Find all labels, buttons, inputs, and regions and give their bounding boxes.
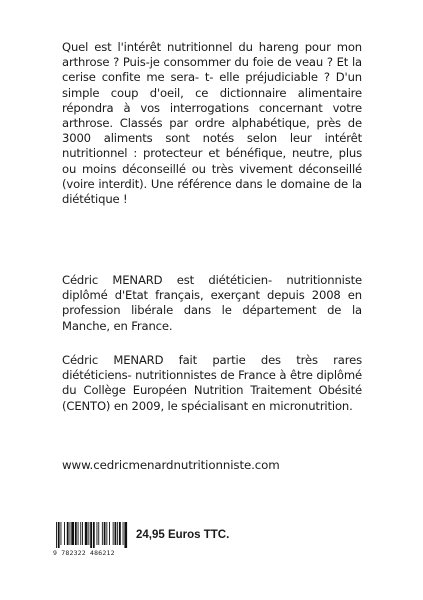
barcode-bar bbox=[67, 522, 69, 545]
barcode-bar bbox=[117, 522, 118, 545]
barcode-bar bbox=[61, 522, 62, 545]
price-label: 24,95 Euros TTC. bbox=[136, 529, 230, 541]
barcode-bar bbox=[71, 522, 74, 545]
book-description: Quel est l'intérêt nutritionnel du hareng pour mon arthrose ? Puis-je consommer du foie de veau ? Et la cerise confite me sera- t- elle préjudiciable ? D'un simple coup d'oeil, ce dictionnaire alimentaire répondra à vos interrogations concernant votre arthrose. Classés par ordre alphabétique, près de 3000 aliments sont notés selon leur intérêt nutritionnel : protecteur et bénéfique, neutre, plus ou moins déconseillé ou très vivement déconseillé (voire interdit). Une référence dans le domaine de la diététique ! bbox=[62, 40, 362, 207]
barcode-bar bbox=[80, 522, 81, 545]
isbn-barcode bbox=[53, 522, 129, 558]
barcode-bar bbox=[70, 522, 71, 545]
barcode-bar bbox=[123, 522, 124, 545]
author-bio-paragraph-1: Cédric MENARD est diététicien- nutritionniste diplômé d'Etat français, exerçant depuis 2008 en profession libérale dans le département de la Manche, en France. bbox=[62, 273, 362, 333]
barcode-bar bbox=[90, 522, 92, 548]
barcode-icon bbox=[55, 522, 129, 548]
barcode-bar bbox=[56, 522, 57, 548]
barcode-bar bbox=[119, 522, 121, 545]
barcode-bar bbox=[97, 522, 98, 545]
barcode-bar bbox=[106, 522, 107, 545]
barcode-bar bbox=[115, 522, 117, 545]
author-website: www.cedricmenardnutritionniste.com bbox=[62, 458, 280, 472]
author-bio-paragraph-2: Cédric MENARD fait partie des très rares diététiciens- nutritionnistes de France à être diplômé du Collège Européen Nutrition Traitement Obésité (CENTO) en 2009, le spécialisant en micronutrition. bbox=[62, 353, 362, 413]
barcode-bar bbox=[124, 522, 127, 548]
barcode-bar bbox=[78, 522, 79, 545]
barcode-bar bbox=[109, 522, 110, 545]
barcode-bar bbox=[85, 522, 88, 545]
barcode-bar bbox=[64, 522, 65, 545]
barcode-bar bbox=[93, 522, 95, 548]
barcode-digits: 9 782322 486212 bbox=[53, 549, 115, 557]
barcode-bar bbox=[98, 522, 99, 545]
barcode-bar bbox=[113, 522, 114, 545]
barcode-bar bbox=[104, 522, 106, 545]
barcode-bar bbox=[58, 522, 60, 548]
barcode-bar bbox=[75, 522, 77, 545]
barcode-bar bbox=[102, 522, 103, 545]
barcode-bar bbox=[88, 522, 89, 545]
barcode-bar bbox=[82, 522, 83, 545]
